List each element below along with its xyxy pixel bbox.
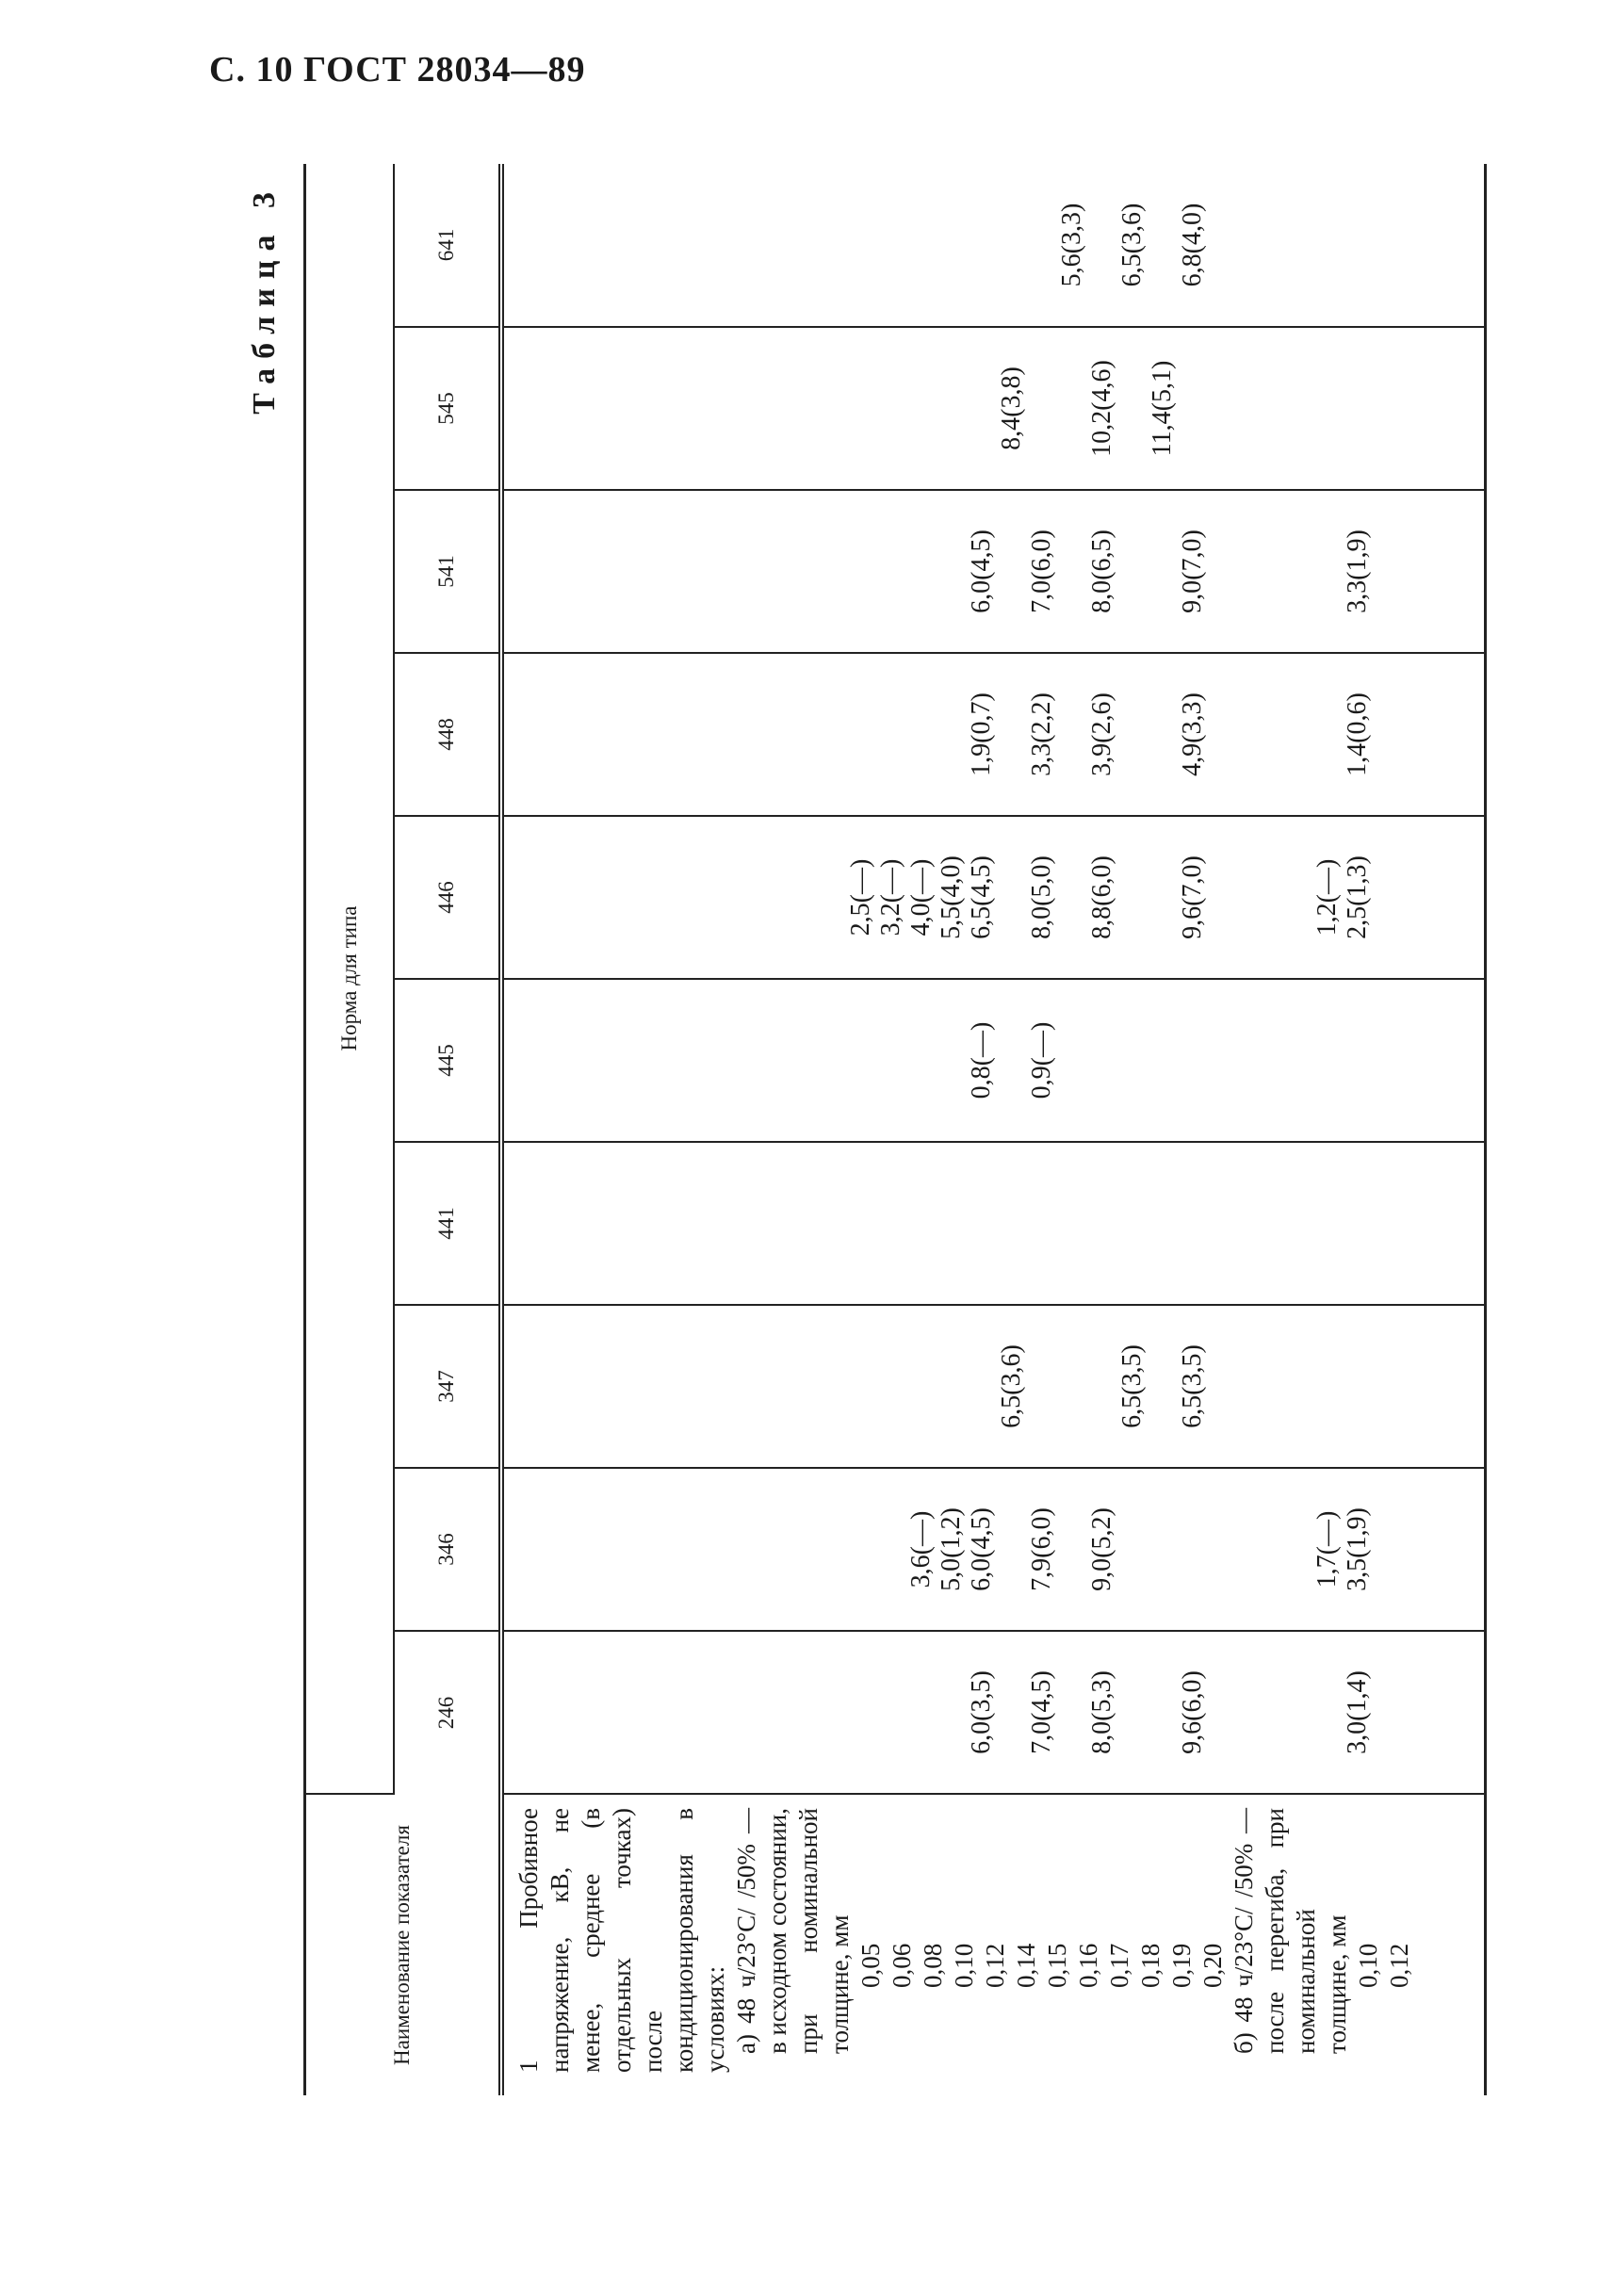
value-cell: 5,5(4,0): [937, 855, 966, 939]
subsection-b: б) 48 ч/23°С/ /50% — после перегиба, при номинальной толщине, мм: [1230, 1808, 1351, 2054]
value-cell: 6,5(3,5): [1117, 1344, 1147, 1428]
thickness-list-a: [855, 1808, 1229, 2073]
thickness-value: 0,17: [1105, 1943, 1133, 1988]
values-col-448: [501, 653, 1486, 816]
value-cell: 3,0(1,4): [1343, 1670, 1372, 1754]
value-cell: 6,5(3,6): [1117, 203, 1147, 287]
values-col-445: [501, 979, 1486, 1142]
value-cell: 3,6(—): [906, 1510, 936, 1588]
value-cell: 1,9(0,7): [967, 692, 996, 776]
value-cell: 4,0(—): [906, 858, 936, 936]
thickness-value: 0,20: [1198, 1943, 1227, 1988]
thickness-value: 0,12: [1385, 1943, 1413, 1988]
value-cell: 2,5(1,3): [1343, 855, 1372, 939]
header-norm-group: Норма для типа: [305, 164, 395, 1794]
page-header: С. 10 ГОСТ 28034—89: [209, 50, 586, 90]
thickness-value: 0,10: [1354, 1943, 1382, 1988]
indicator-cell: [501, 1794, 1486, 2095]
values-col-346: [501, 1468, 1486, 1631]
value-cell: 7,0(4,5): [1027, 1670, 1056, 1754]
values-col-545: [501, 327, 1486, 490]
header-type-346: 346: [394, 1468, 501, 1631]
values-col-246: [501, 1631, 1486, 1794]
value-cell: 7,9(6,0): [1027, 1507, 1056, 1591]
value-cell: 3,3(1,9): [1343, 529, 1372, 613]
value-cell: 6,5(3,6): [997, 1344, 1026, 1428]
header-type-545: 545: [394, 327, 501, 490]
thickness-value: 0,16: [1074, 1943, 1102, 1988]
header-type-347: 347: [394, 1305, 501, 1468]
value-cell: 3,9(2,6): [1087, 692, 1116, 776]
values-col-641: [501, 164, 1486, 327]
header-type-246: 246: [394, 1631, 501, 1794]
header-type-541: 541: [394, 490, 501, 653]
values-col-446: [501, 816, 1486, 979]
value-cell: 3,2(—): [876, 858, 905, 936]
value-cell: 1,4(0,6): [1343, 692, 1372, 776]
thickness-value: 0,14: [1012, 1943, 1040, 1988]
value-cell: 6,0(3,5): [967, 1670, 996, 1754]
value-cell: 9,6(7,0): [1178, 855, 1207, 939]
value-cell: 10,2(4,6): [1087, 360, 1116, 457]
header-type-446: 446: [394, 816, 501, 979]
values-col-541: [501, 490, 1486, 653]
value-cell: 9,0(5,2): [1087, 1507, 1116, 1591]
subsection-a: а) 48 ч/23°С/ /50% — в исходном состоянии, при номинальной толщине, мм: [732, 1808, 854, 2054]
values-col-347: [501, 1305, 1486, 1468]
header-type-641: 641: [394, 164, 501, 327]
values-col-441: [501, 1142, 1486, 1305]
thickness-value: 0,18: [1136, 1943, 1165, 1988]
thickness-value: 0,06: [888, 1943, 916, 1988]
value-cell: 8,4(3,8): [997, 366, 1026, 450]
thickness-value: 0,08: [919, 1943, 947, 1988]
row-title: 1 Пробивное напряжение, кВ, не менее, среднее (в отдельных точках) после кондиционирования в условиях:: [514, 1808, 729, 2073]
thickness-value: 0,05: [856, 1943, 885, 1988]
value-cell: 6,0(4,5): [967, 1507, 996, 1591]
table-3: [303, 164, 1487, 2095]
value-cell: 6,5(3,5): [1178, 1344, 1207, 1428]
value-cell: 0,9(—): [1027, 1021, 1056, 1099]
value-cell: 8,8(6,0): [1087, 855, 1116, 939]
thickness-value: 0,19: [1167, 1943, 1196, 1988]
value-cell: 9,0(7,0): [1178, 529, 1207, 613]
value-cell: 0,8(—): [967, 1021, 996, 1099]
value-cell: 6,5(4,5): [967, 855, 996, 939]
header-type-448: 448: [394, 653, 501, 816]
thickness-list-b: [1353, 1808, 1415, 2073]
table-caption: Таблица 3: [247, 183, 282, 415]
value-cell: 6,0(4,5): [967, 529, 996, 613]
value-cell: 1,7(—): [1312, 1510, 1342, 1588]
value-cell: 3,5(1,9): [1343, 1507, 1372, 1591]
header-type-445: 445: [394, 979, 501, 1142]
value-cell: 3,3(2,2): [1027, 692, 1056, 776]
value-cell: 9,6(6,0): [1178, 1670, 1207, 1754]
value-cell: 2,5(—): [846, 858, 875, 936]
thickness-value: 0,15: [1043, 1943, 1071, 1988]
value-cell: 8,0(5,3): [1087, 1670, 1116, 1754]
value-cell: 1,2(—): [1312, 858, 1342, 936]
thickness-value: 0,12: [981, 1943, 1009, 1988]
value-cell: 4,9(3,3): [1178, 692, 1207, 776]
value-cell: 5,0(1,2): [937, 1507, 966, 1591]
value-cell: 7,0(6,0): [1027, 529, 1056, 613]
header-indicator-name: Наименование показателя: [305, 1794, 502, 2095]
thickness-value: 0,10: [950, 1943, 978, 1988]
value-cell: 8,0(6,5): [1087, 529, 1116, 613]
header-type-441: 441: [394, 1142, 501, 1305]
rotated-table-block: [247, 164, 1547, 2095]
value-cell: 8,0(5,0): [1027, 855, 1056, 939]
value-cell: 6,8(4,0): [1178, 203, 1207, 287]
value-cell: 5,6(3,3): [1057, 203, 1086, 287]
value-cell: 11,4(5,1): [1148, 360, 1177, 457]
